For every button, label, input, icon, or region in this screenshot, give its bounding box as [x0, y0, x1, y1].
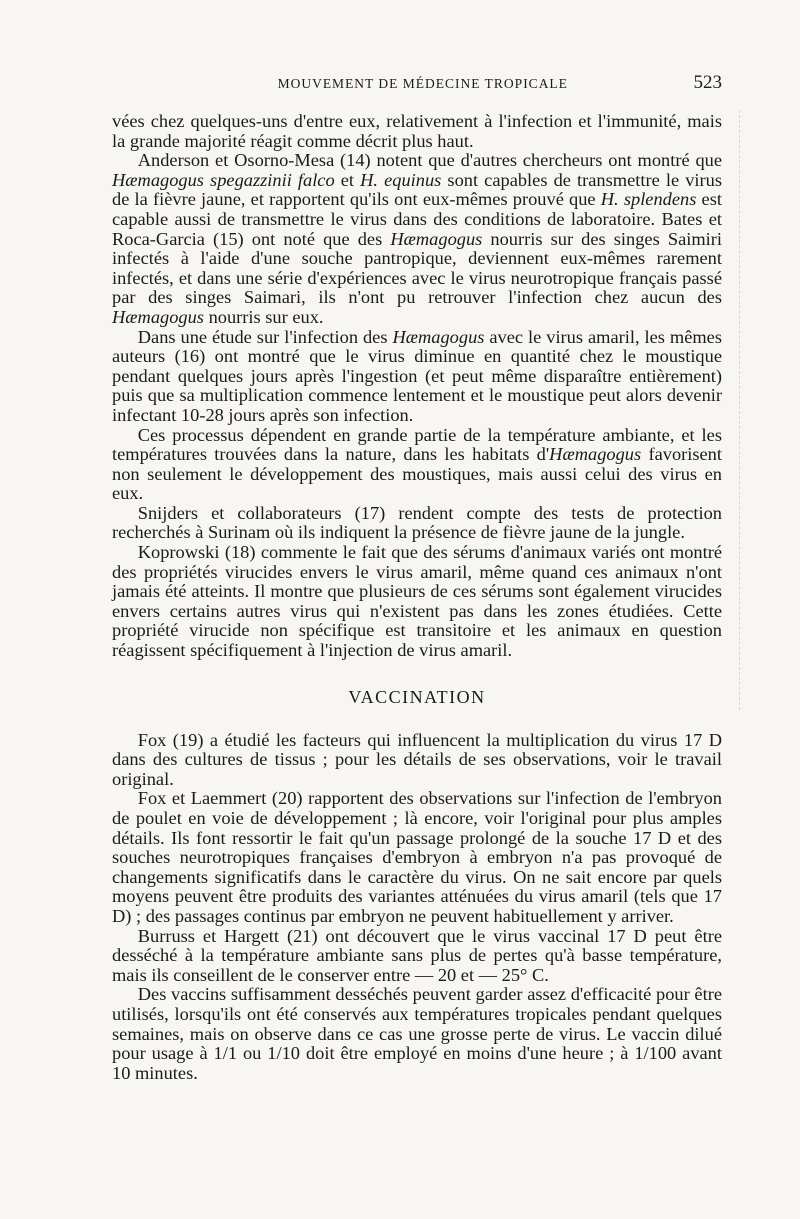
paragraph [112, 789, 722, 926]
paragraph [112, 985, 722, 1083]
paragraph [112, 504, 722, 543]
text-run: nourris sur des singes Saimiri infectés à l'aide d'une souche pantropique, deviennent eux-mêmes rarement infectés, et dans une série d'expériences avec le virus neurotropique français passé par des singes Saimari, ils n'ont pu retrouver l'infection chez aucun des [112, 228, 722, 308]
text-run: est capable aussi de transmettre le virus dans des conditions de laboratoire. Bates et Roca-Garcia (15) ont noté que des [112, 189, 722, 249]
text-run: avec le virus amaril, les mêmes auteurs (16) ont montré que le virus diminue en quantité chez le moustique pendant quelques jours après l'ingestion (et peut même disparaître entièrement) puis que sa multiplication commence lentement et le moustique peut alors devenir infectant 10-28 jours après son infection. [112, 326, 722, 425]
text-run: Des vaccins suffisamment desséchés peuvent garder assez d'efficacité pour être utilisés, lorsqu'ils ont été conservés aux températures tropicales pendant quelques semaines, mais on observe dans ce cas une grosse perte de virus. Le vaccin dilué pour usage à 1/1 ou 1/10 doit être employé en moins d'une heure ; à 1/100 avant 10 minutes. [112, 984, 722, 1083]
text-run: favorisent non seulement le développement des moustiques, mais aussi celui des virus en eux. [112, 444, 722, 504]
italic-run: Hæmagogus [392, 326, 485, 347]
text-run: nourris sur eux. [203, 306, 324, 327]
text-run: et [334, 169, 361, 190]
text-run: Anderson et Osorno-Mesa (14) notent que d'autres chercheurs ont montré que [137, 150, 722, 171]
text-run: Dans une étude sur l'infection des [137, 326, 393, 347]
text-run: sont capables de transmettre le virus de la fièvre jaune, et rapportent qu'ils ont eux-mêmes prouvé que [112, 169, 722, 210]
italic-run: Hæmagogus [390, 228, 483, 249]
page-number: 523 [693, 72, 722, 93]
paragraph [112, 731, 722, 790]
page-header [112, 72, 722, 94]
body-text-before-section [112, 112, 722, 661]
body-text-vaccination [112, 731, 722, 1084]
text-run: Burruss et Hargett (21) ont découvert que le virus vaccinal 17 D peut être desséché à la température ambiante sans plus de pertes qu'à basse température, mais ils conseillent de le conserver entre — 20 et — 25° C. [112, 925, 722, 985]
paragraph [112, 426, 722, 504]
text-run: Fox et Laemmert (20) rapportent des observations sur l'infection de l'embryon de poulet en voie de développement ; là encore, voir l'original pour plus amples détails. Ils font ressortir le fait qu'un passage prolongé de la souche 17 D et des souches neurotropiques françaises d'embryon à embryon n'a pas provoqué de changements significatifs dans le caractère du virus. On ne sait encore par quels moyens peuvent être produits des variantes atténuées du virus amaril (tels que 17 D) ; des passages continus par embryon ne peuvent habituellement y arriver. [112, 788, 722, 926]
italic-run: Hæmagogus spegazzinii falco [112, 169, 335, 190]
italic-run: H. equinus [360, 169, 442, 190]
text-run: Ces processus dépendent en grande partie de la température ambiante, et les températures trouvées dans la nature, dans les habitats d' [112, 424, 722, 465]
running-title: MOUVEMENT DE MÉDECINE TROPICALE [277, 76, 568, 91]
text-run: vées chez quelques-uns d'entre eux, relativement à l'infection et l'immunité, mais la grande majorité réagit comme décrit plus haut. [112, 111, 722, 151]
paragraph [112, 112, 722, 151]
italic-run: H. splendens [600, 189, 697, 210]
text-run: Koprowski (18) commente le fait que des sérums d'animaux variés ont montré des propriétés virucides envers le virus amaril, même quand ces animaux n'ont jamais été atteints. Il montre que plusieurs de ces sérums sont également virucides envers certains autres virus qui n'existent pas dans les zones étudiées. Cette propriété virucide non spécifique est transitoire et les animaux en question réagissent spécifiquement à l'injection de virus amaril. [112, 542, 722, 661]
paragraph [112, 927, 722, 986]
paragraph [112, 328, 722, 426]
section-heading-vaccination: VACCINATION [348, 686, 486, 707]
paragraph [112, 543, 722, 661]
page-edge-shadow [737, 110, 740, 710]
italic-run: Hæmagogus [112, 306, 204, 327]
text-run: Fox (19) a étudié les facteurs qui influencent la multiplication du virus 17 D dans des cultures de tissus ; pour les détails de ses observations, voir le travail original. [112, 729, 722, 789]
text-run: Snijders et collaborateurs (17) rendent compte des tests de protection recherchés à Surinam où ils indiquent la présence de fièvre jaune de la jungle. [112, 502, 722, 543]
paragraph [112, 151, 722, 327]
italic-run: Hæmagogus [549, 444, 642, 465]
